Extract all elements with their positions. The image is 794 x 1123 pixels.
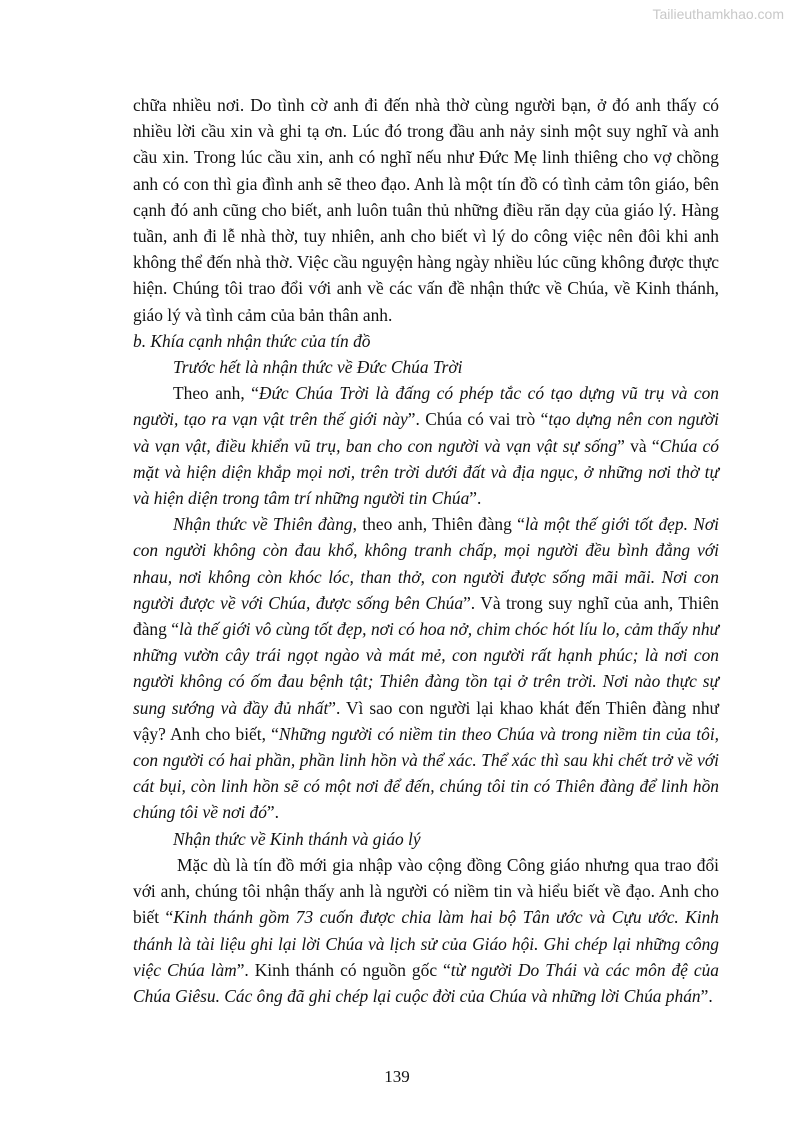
watermark-text: Tailieuthamkhao.com bbox=[652, 6, 784, 22]
quote-run: Kinh thánh gồm 73 cuốn được chia làm hai bộ Tân ước và Cựu ước. Kinh thánh là tài liệu ghi lại lời Chúa và lịch sử của Giáo hội. Ghi chép lại những công việc Chúa làm bbox=[133, 907, 719, 980]
page-body bbox=[133, 92, 719, 1009]
paragraph-continuation: chữa nhiều nơi. Do tình cờ anh đi đến nhà thờ cùng người bạn, ở đó anh thấy có nhiều lời cầu xin và ghi tạ ơn. Lúc đó trong đầu anh nảy sinh một suy nghĩ và anh cầu xin. Trong lúc cầu xin, anh có nghĩ nếu như Đức Mẹ linh thiêng cho vợ chồng anh có con thì gia đình anh sẽ theo đạo. Anh là một tín đồ có tình cảm tôn giáo, bên cạnh đó anh cũng cho biết, anh luôn tuân thủ những điều răn dạy của giáo lý. Hàng tuần, anh đi lễ nhà thờ, tuy nhiên, anh cho biết vì lý do công việc nên đôi khi anh không thể đến nhà thờ. Việc cầu nguyện hàng ngày nhiều lúc cũng không được thực hiện. Chúng tôi trao đổi với anh về các vấn đề nhận thức về Chúa, về Kinh thánh, giáo lý và tình cảm của bản thân anh. bbox=[133, 95, 719, 325]
subheading-god: Trước hết là nhận thức về Đức Chúa Trời bbox=[173, 357, 463, 378]
page-number: 139 bbox=[384, 1067, 410, 1086]
text-run: ”. bbox=[266, 802, 279, 823]
quote-run: là một thế giới tốt đẹp. Nơi con người không còn đau khổ, không tranh chấp, mọi người đều bình đẳng với nhau, nơi không còn khóc lóc, than thở, con người được sống mãi mãi. Nơi con người được về với Chúa, được sống bên Chúa bbox=[133, 514, 719, 613]
text-run: ” và “ bbox=[617, 435, 660, 456]
text-run: , theo anh, Thiên đàng “ bbox=[352, 514, 525, 535]
text-run: ”. bbox=[469, 488, 482, 509]
quote-run: Những người có niềm tin theo Chúa và trong niềm tin của tôi, con người có hai phần, phần linh hồn và thể xác. Thể xác thì sau khi chết trở về với cát bụi, còn linh hồn sẽ có một nơi để đến, chúng tôi tin có Thiên đàng để linh hồn chúng tôi về nơi đó bbox=[133, 723, 719, 823]
quote-run: Đức Chúa Trời là đấng có phép tắc có tạo dựng vũ trụ và con người, tạo ra vạn vật trên thế giới này bbox=[133, 383, 719, 430]
text-run: Mặc dù là tín đồ mới gia nhập vào cộng đồng Công giáo nhưng qua trao đổi với anh, chúng tôi nhận thấy anh là người có niềm tin và hiểu biết về đạo. Anh cho biết “ bbox=[133, 854, 719, 928]
quote-run: Nhận thức về Thiên đàng bbox=[173, 514, 353, 535]
quote-run: Chúa có mặt và hiện diện khắp mọi nơi, trên trời dưới đất và địa ngục, ở những nơi thờ tự và hiện diện trong tâm trí những người tin Chúa bbox=[133, 435, 719, 509]
text-run: Theo anh, “ bbox=[173, 383, 259, 404]
section-heading-b: b. Khía cạnh nhận thức của tín đồ bbox=[133, 330, 371, 351]
text-run: ”. Và trong suy nghĩ của anh, Thiên đàng “ bbox=[133, 592, 719, 640]
subheading-bible: Nhận thức về Kinh thánh và giáo lý bbox=[173, 828, 421, 849]
text-run: ”. Chúa có vai trò “ bbox=[407, 409, 549, 430]
text-run: ”. Kinh thánh có nguồn gốc “ bbox=[236, 959, 451, 980]
paragraph-god bbox=[133, 380, 719, 511]
paragraph-heaven bbox=[133, 511, 719, 825]
text-run: ”. bbox=[700, 985, 713, 1006]
quote-run: từ người Do Thái và các môn đệ của Chúa Giêsu. Các ông đã ghi chép lại cuộc đời của Chúa và những lời Chúa phán bbox=[133, 959, 719, 1006]
paragraph-bible bbox=[133, 852, 719, 1009]
text-run: ”. Vì sao con người lại khao khát đến Thiên đàng như vậy? Anh cho biết, “ bbox=[133, 697, 719, 744]
quote-run: tạo dựng nên con người và vạn vật, điều khiển vũ trụ, ban cho con người và vạn vật sự sống bbox=[133, 409, 719, 456]
quote-run: là thế giới vô cùng tốt đẹp, nơi có hoa nở, chim chóc hót líu lo, cảm thấy như những vườn cây trái ngọt ngào và mát mẻ, con người rất hạnh phúc; là nơi con người không có ốm đau bệnh tật; Thiên đàng tồn tại ở trên trời. Nơi nào thực sự sung sướng và đầy đủ nhất bbox=[133, 619, 720, 718]
